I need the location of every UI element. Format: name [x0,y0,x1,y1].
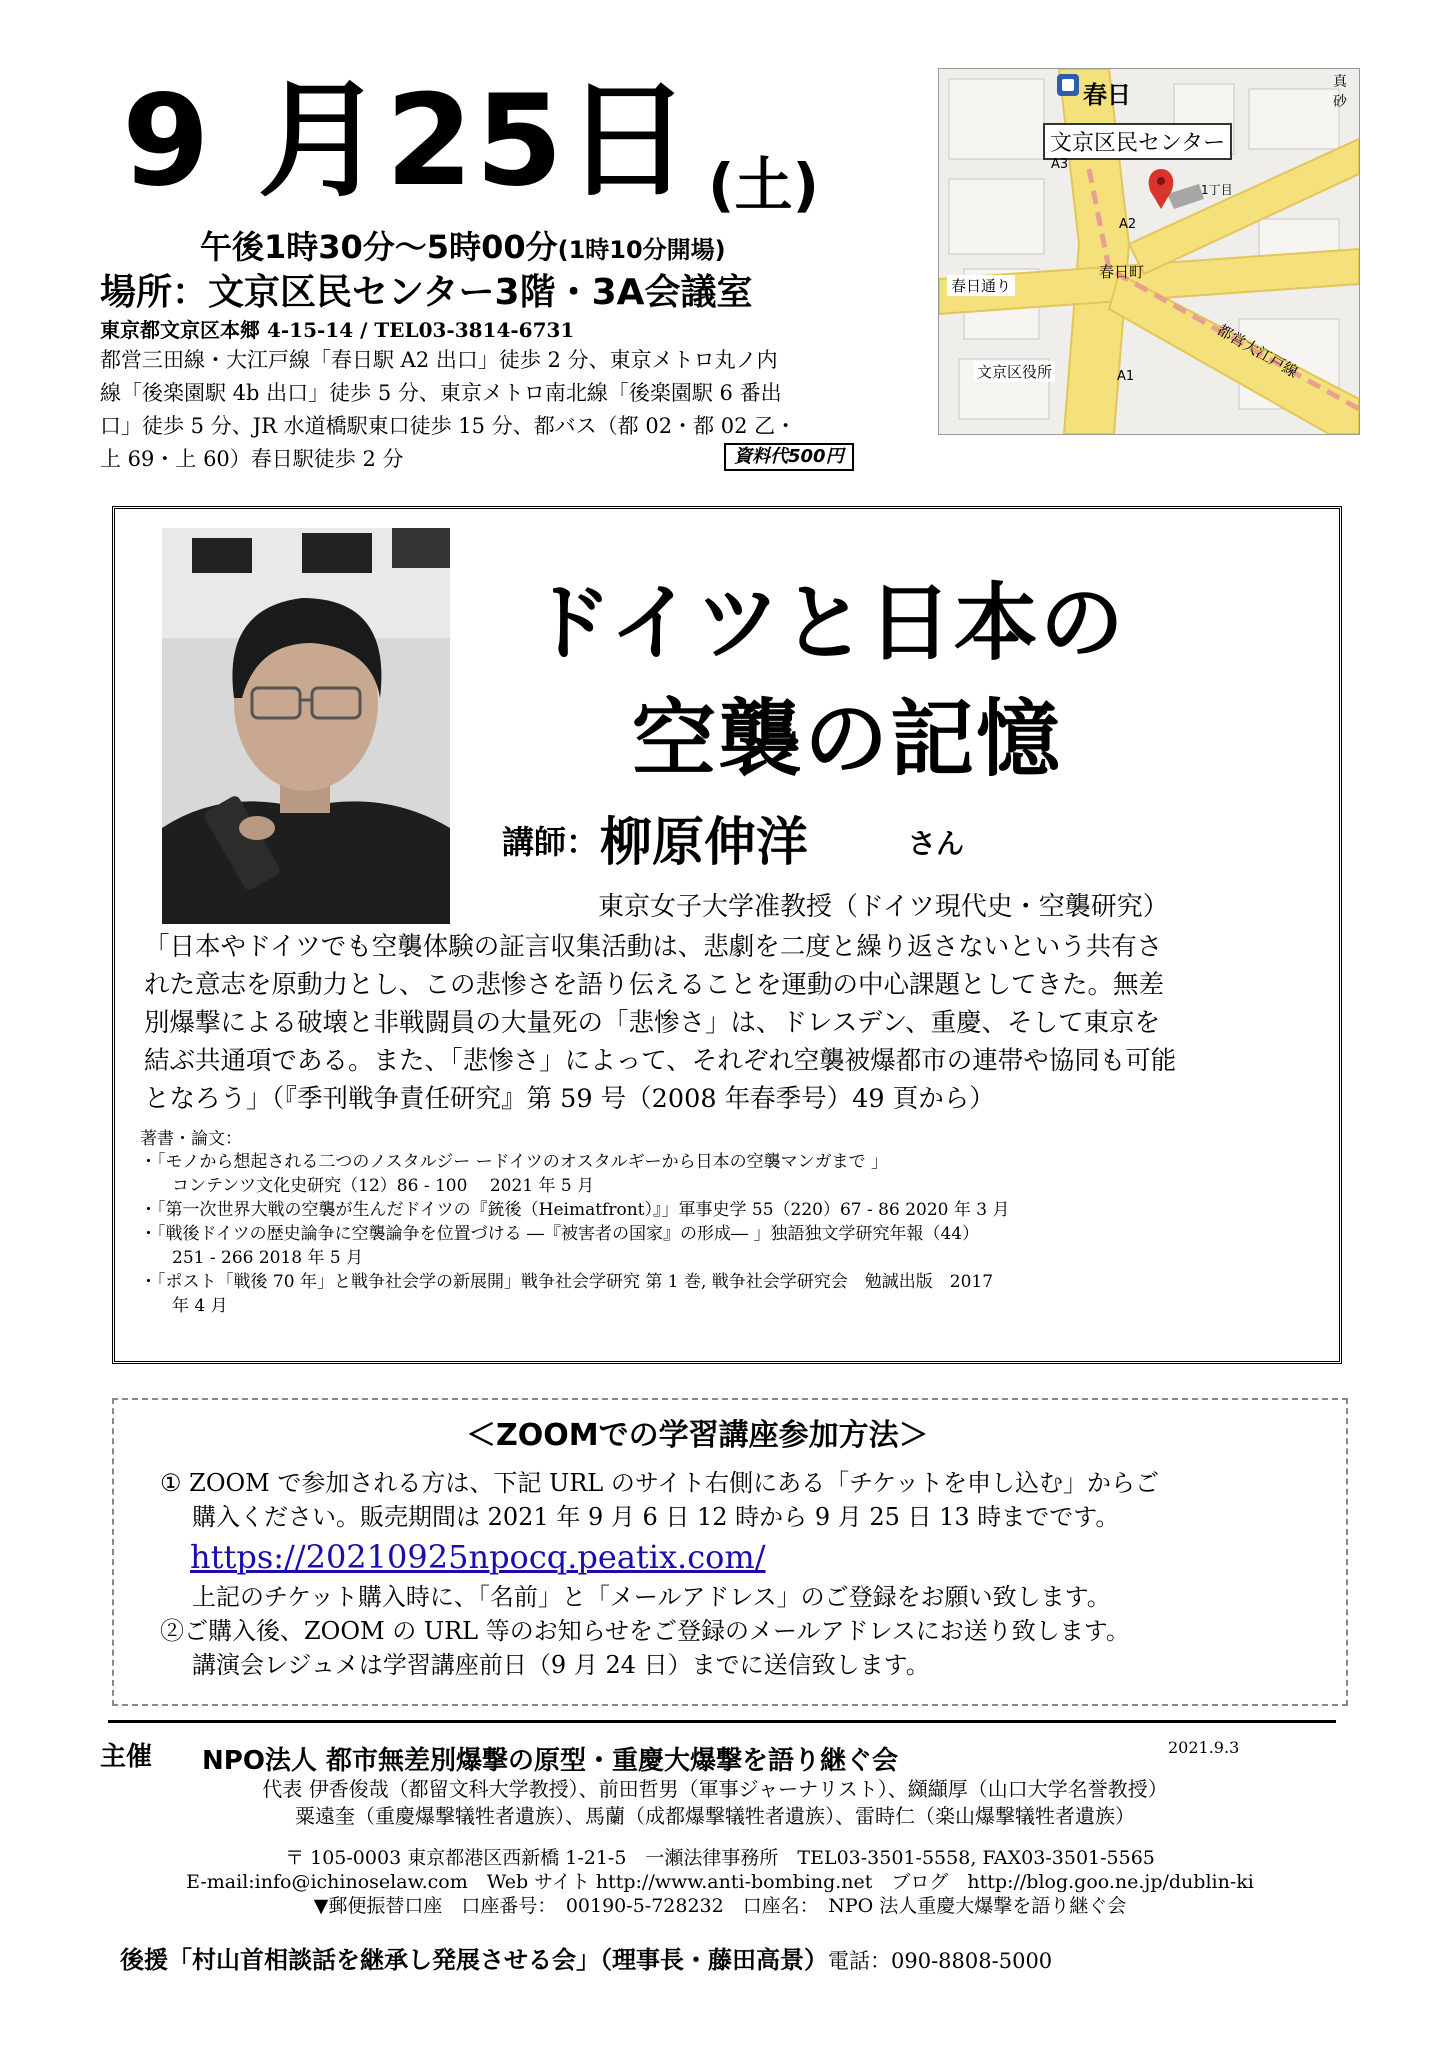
lecturer-photo [162,528,450,924]
work-line: ・「第一次世界大戦の空襲が生んだドイツの『銃後（Heimatfront）』」軍事史学 55（220）67 - 86 2020 年 3 月 [140,1200,1010,1220]
map-label: 真砂 [1333,74,1347,110]
map-label: 春日通り [947,275,1015,296]
work-line: 251 - 266 2018 年 5 月 [172,1248,364,1268]
zoom-title: ＜ZOOMでの学習講座参加方法＞ [466,1418,929,1453]
lecturer-name: 柳原伸洋 [600,813,809,873]
works-heading: 著書・論文： [140,1129,242,1149]
work-line: ・「モノから想起される二つのノスタルジー ードイツのオスタルギーから日本の空襲マンガまで 」 [140,1152,889,1172]
event-time-range: 午後1時30分～5時00分 [200,228,558,266]
map-label: A3 [1051,157,1069,172]
host-label: 主催 [100,1742,153,1772]
zoom-step2-line: 講演会レジュメは学習講座前日（9 月 24 日）までに送信致します。 [192,1651,930,1679]
quote-line: 結ぶ共通項である。また、「悲惨さ」によって、それぞれ空襲被爆都市の連帯や協同も可能 [144,1046,1177,1076]
quote-line: 「日本やドイツでも空襲体験の証言収集活動は、悲劇を二度と繰り返さないという共有さ [144,932,1163,962]
list-item [140,1222,1330,1270]
list-item [140,1150,1330,1198]
event-date: 9 月25日 [122,67,693,214]
works-list [140,1150,1330,1318]
supporter [120,1940,1052,1975]
map-station-label: 春日 [1083,81,1131,109]
host-name: NPO法人 都市無差別爆撃の原型・重慶大爆撃を語り継ぐ会 [202,1746,898,1776]
lecturer-affiliation: 東京女子大学准教授（ドイツ現代史・空襲研究） [598,892,1169,922]
map-venue-label: 文京区民センター [1043,123,1232,160]
access-line: 上 69・上 60）春日駅徒歩 2 分 [100,447,404,471]
work-line: コンテンツ文化史研究（12）86 - 100 2021 年 5 月 [172,1176,595,1196]
event-day-of-week: (土) [708,151,820,219]
reps-line: 代表 伊香俊哉（都留文科大学教授）、前田哲男（軍事ジャーナリスト）、纐纈厚（山口大学名誉教授） [262,1777,1168,1801]
event-doors-open: (1時10分開場) [557,236,726,264]
zoom-step2-line: ②ご購入後、ZOOM の URL 等のお知らせをご登録のメールアドレスにお送り致します。 [160,1617,1130,1645]
supporter-phone: 電話：090-8808-5000 [828,1949,1053,1973]
issue-date: 2021.9.3 [1168,1738,1240,1757]
work-line: 年 4 月 [172,1296,228,1316]
quote-line: れた意志を原動力とし、この悲惨さを語り伝えることを運動の中心課題としてきた。無差 [144,970,1165,1000]
contact-info [100,1846,1340,1918]
lecture-title-line1: ドイツと日本の [528,574,1126,672]
zoom-step1-line: 購入ください。販売期間は 2021 年 9 月 6 日 12 時から 9 月 25 日 13 時までです。 [192,1503,1120,1531]
contact-postal: ▼郵便振替口座 口座番号： 00190-5-728232 口座名： NPO 法人重慶大爆撃を語り継ぐ会 [313,1895,1127,1917]
work-line: ・「戦後ドイツの歴史論争に空襲論争を位置づける ―『被害者の国家』の形成― 」独語独文学研究年報（44） [140,1224,980,1244]
reps-line: 粟遠奎（重慶爆撃犠牲者遺族）、馬蘭（成都爆撃犠牲者遺族）、雷時仁（楽山爆撃犠牲者遺族） [295,1804,1135,1828]
lecturer-portrait [162,528,450,924]
map-label: 都営大江戸線 [1214,320,1301,382]
supporter-name: 後援「村山首相談話を継承し発展させる会」（理事長・藤田高景） [120,1946,828,1974]
event-address: 東京都文京区本郷 4-15-14 / TEL03-3814-6731 [100,318,575,342]
list-item [140,1198,1330,1222]
lecturer-label: 講師： [502,823,599,861]
quote-line: 別爆撃による破壊と非戦闘員の大量死の「悲惨さ」は、ドレスデン、重慶、そして東京を [144,1008,1161,1038]
zoom-step1-line: 上記のチケット購入時に、「名前」と「メールアドレス」のご登録をお願い致します。 [192,1583,1111,1611]
representatives [100,1776,1330,1830]
map-label: 春日町 [1099,263,1145,281]
map-label: 文京区役所 [974,361,1055,382]
map-label: A2 [1119,217,1137,232]
footer-divider [108,1720,1336,1723]
lecture-title-line2: 空襲の記憶 [632,690,1063,788]
work-line: ・「ポスト「戦後 70 年」と戦争社会学の新展開」戦争社会学研究 第 1 巻, 戦争社会学研究会 勉誠出版 2017 [140,1272,994,1292]
lecture-quote [144,928,1324,1118]
map-label: A1 [1117,369,1135,384]
event-venue: 場所：文京区民センター3階・3A会議室 [100,272,753,313]
event-time [200,222,726,268]
zoom-instructions [160,1466,1340,1682]
fee-badge: 資料代500円 [724,443,854,471]
list-item [140,1270,1330,1318]
map-label: 1丁目 [1201,183,1233,197]
contact-address: 〒 105-0003 東京都港区西新橋 1-21-5 一瀬法律事務所 TEL03-3501-5558, FAX03-3501-5565 [285,1847,1155,1869]
lecturer-honorific: さん [908,827,965,860]
quote-line: となろう」（『季刊戦争責任研究』第 59 号（2008 年春季号）49 頁から） [144,1084,995,1114]
venue-map [938,68,1360,435]
ticket-url-link[interactable]: https://20210925npocq.peatix.com/ [190,1538,766,1576]
access-line: 線「後楽園駅 4b 出口」徒歩 5 分、東京メトロ南北線「後楽園駅 6 番出 [100,381,782,405]
access-line: 口」徒歩 5 分、JR 水道橋駅東口徒歩 15 分、都バス（都 02・都 02 乙・ [100,414,797,438]
access-line: 都営三田線・大江戸線「春日駅 A2 出口」徒歩 2 分、東京メトロ丸ノ内 [100,348,778,372]
zoom-step1-line: ① ZOOM で参加される方は、下記 URL のサイト右側にある「チケットを申し込む」からご [160,1469,1160,1497]
contact-web: E-mail:info@ichinoselaw.com Web サイト http://www.anti-bombing.net ブログ http://blog.goo.ne.jp/dublin-ki [186,1871,1254,1893]
